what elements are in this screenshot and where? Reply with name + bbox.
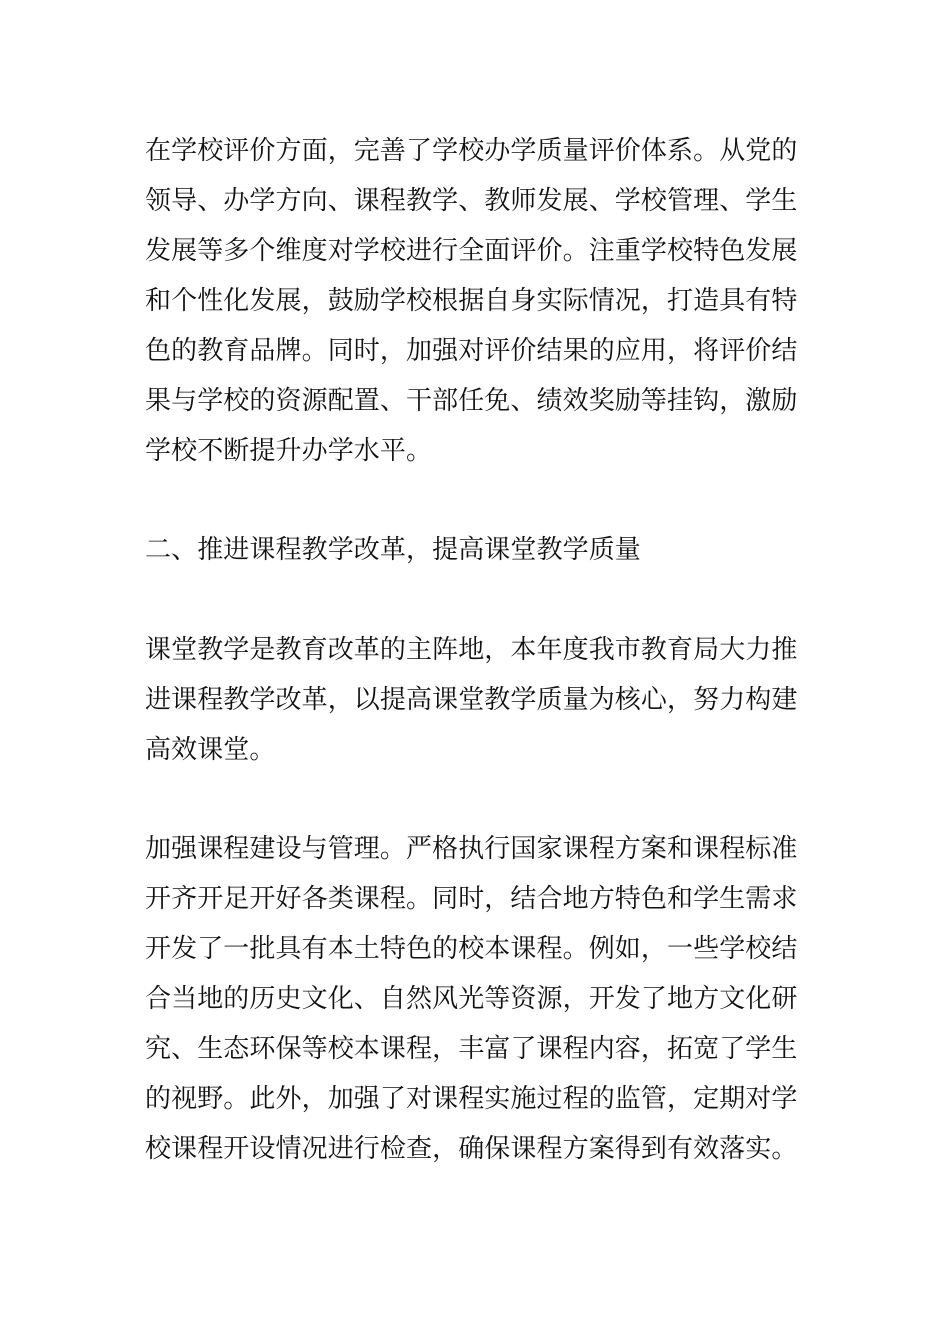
paragraph-line: 究、生态环保等校本课程，丰富了课程内容，拓宽了学生 xyxy=(145,1034,798,1064)
paragraph-line: 校课程开设情况进行检查，确保课程方案得到有效落实。 xyxy=(145,1134,798,1164)
paragraph-line: 学校不断提升办学水平。 xyxy=(145,436,433,466)
paragraph-line: 的视野。此外，加强了对课程实施过程的监管，定期对学 xyxy=(145,1084,798,1114)
paragraph-line: 领导、办学方向、课程教学、教师发展、学校管理、学生 xyxy=(145,186,798,216)
paragraph-line: 开发了一批具有本土特色的校本课程。例如，一些学校结 xyxy=(145,934,798,964)
paragraph-curriculum-management xyxy=(145,824,815,1174)
paragraph-line: 在学校评价方面，完善了学校办学质量评价体系。从党的 xyxy=(145,136,798,166)
paragraph-line: 高效课堂。 xyxy=(145,735,276,765)
paragraph-school-evaluation xyxy=(145,126,815,476)
paragraph-line: 加强课程建设与管理。严格执行国家课程方案和课程标准 xyxy=(145,834,798,864)
paragraph-line: 和个性化发展，鼓励学校根据自身实际情况，打造具有特 xyxy=(145,286,798,316)
paragraph-line: 进课程教学改革，以提高课堂教学质量为核心，努力构建 xyxy=(145,685,798,715)
paragraph-line: 开齐开足开好各类课程。同时，结合地方特色和学生需求 xyxy=(145,884,798,914)
section-heading xyxy=(145,525,815,575)
paragraph-line: 合当地的历史文化、自然风光等资源，开发了地方文化研 xyxy=(145,984,798,1014)
paragraph-line: 色的教育品牌。同时，加强对评价结果的应用，将评价结 xyxy=(145,336,798,366)
paragraph-line: 果与学校的资源配置、干部任免、绩效奖励等挂钩，激励 xyxy=(145,386,798,416)
paragraph-line: 课堂教学是教育改革的主阵地，本年度我市教育局大力推 xyxy=(145,635,798,665)
section-heading-text: 二、推进课程教学改革，提高课堂教学质量 xyxy=(145,535,641,565)
paragraph-classroom-teaching xyxy=(145,625,815,775)
paragraph-line: 发展等多个维度对学校进行全面评价。注重学校特色发展 xyxy=(145,236,798,266)
